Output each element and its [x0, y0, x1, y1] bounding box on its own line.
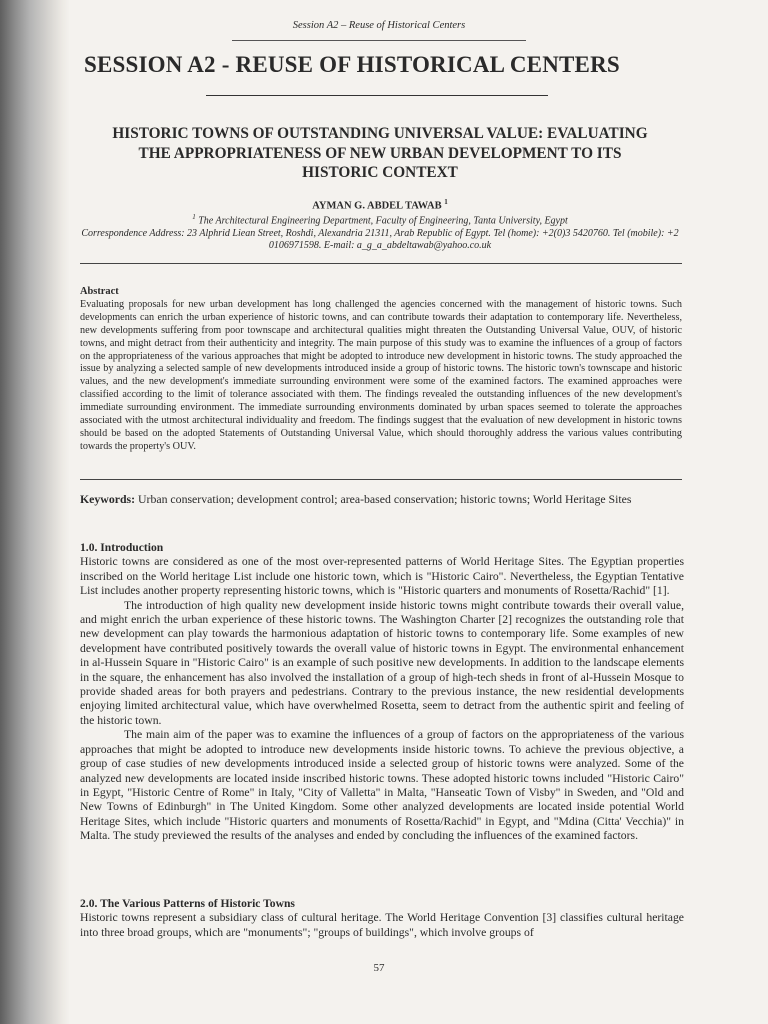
- author-line: [100, 198, 660, 212]
- affiliation: The Architectural Engineering Department, Faculty of Engineering, Tanta University, Egypt: [198, 215, 568, 227]
- running-header: Session A2 – Reuse of Historical Centers: [292, 20, 466, 31]
- affiliation-line: [80, 211, 680, 228]
- paragraph: The main aim of the paper was to examine the influences of a group of factors on the appropriateness of the various approaches that might be adopted to introduce new developments inside historic towns. To achieve the previous objective, a group of case studies of new developments introduced inside a selected group of historic towns were analyzed. Some of the analyzed new developments are located inside inscribed historic towns. These adopted historic towns included "Historic Cairo" in Egypt, "Historic Centre of Rome" in Italy, "City of Valletta" in Malta, "Hanseatic Town of Visby" in Sweden, and "Old and New Towns of Edinburgh" in The United Kingdom. Some other analyzed developments are located inside potential World Heritage Sites, which include "Historic quarters and monuments of Rosetta/Rachid" in Egypt, and "Mdina (Citta' Vecchia)" in Malta. The study previewed the results of the analyses and ended by concluding the influences of the examined factors.: [80, 728, 684, 843]
- correspondence: Correspondence Address: 23 Alphrid Liean Street, Roshdi, Alexandria 21311, Arab Republic of Egypt. Tel (home): +2(0)3 5420760. Tel (mobile): +2 0106971598. E-mail: a_g_a_abdeltawab@yahoo.co.uk: [81, 227, 679, 252]
- author-name: AYMAN G. ABDEL TAWAB: [312, 200, 442, 212]
- abstract-text: Evaluating proposals for new urban development has long challenged the agencies concerned with the management of historic towns. Such developments can enrich the urban experience of historic towns, and can contribute towards their adaptation to contemporary life. Nevertheless, new developments suffering from poor townscape and architectural qualities might threaten the Outstanding Universal Value, OUV, of historic towns, and might detract from their authenticity and integrity. The main purpose of this study was to examine the influences of a group of factors on the appropriateness of the various approaches that might be adopted to introduce new development in historic towns. The study approached the issue by analyzing a selected sample of new developments introduced inside a group of historic towns. The historic town's townscape and historic values, and the new development's immediate surrounding environment were some of the examined factors. The examined approaches were classified according to the limit of tolerance associated with them. The findings revealed the outstanding influences of the new development's immediate surrounding environment. The immediate surrounding environments dominated by urban spaces seemed to tolerate the approaches associated with the utmost architectural individuality and freedom. The findings suggest that the evaluation of new development in historic towns should be based on the adopted Statements of Outstanding Universal Value, which should thoroughly address the various values contributing towards the property's OUV.: [80, 298, 682, 452]
- section-introduction: [80, 541, 684, 844]
- title-rule: [206, 95, 548, 96]
- page-number: 57: [373, 962, 385, 974]
- keywords-text: Urban conservation; development control; area-based conservation; historic towns; World Heritage Sites: [138, 492, 632, 506]
- section-patterns: [80, 897, 684, 940]
- abstract-heading: Abstract: [80, 286, 119, 297]
- section-heading: 2.0. The Various Patterns of Historic Towns: [80, 897, 295, 910]
- paragraph: Historic towns represent a subsidiary class of cultural heritage. The World Heritage Convention [3] classifies cultural heritage into three broad groups, which are "monuments"; "groups of buildings", which involve groups of: [80, 911, 684, 939]
- abstract: [80, 286, 682, 454]
- abstract-bottom-rule: [80, 479, 682, 480]
- keywords-label: Keywords:: [80, 492, 136, 506]
- abstract-top-rule: [80, 263, 682, 264]
- affiliation-superscript: 1: [192, 213, 196, 221]
- session-title: SESSION A2 - REUSE OF HISTORICAL CENTERS: [84, 52, 620, 77]
- author-superscript: 1: [444, 198, 448, 206]
- section-heading: 1.0. Introduction: [80, 541, 164, 554]
- keywords: [80, 492, 684, 507]
- header-rule: [232, 40, 526, 41]
- paragraph: The introduction of high quality new development inside historic towns might contribute towards their overall value, and might enrich the urban experience of these historic towns. The Washington Charter [2] recognizes the outstanding role that new development can play towards the harmonious adaptation of historic towns to contemporary life. Some examples of new development have contributed positively towards the overall value of historic towns in Egypt. The environmental enhancement in al-Hussein Square in "Historic Cairo" is an example of such positive new developments. In addition to the landscape elements in the square, the enhancement has also involved the installation of a group of high-tech sheds in front of al-Hussein Mosque to provide shaded areas for both prayers and pedestrians. Contrary to the previous instance, the new residential developments enjoying limited architectural value, which have overwhelmed Rosetta, seem to detract from the authentic spirit and feeling of the historic town.: [80, 598, 684, 727]
- paragraph: Historic towns are considered as one of the most over-represented patterns of World Heritage Sites. The Egyptian properties inscribed on the World heritage List include one historic town, which is "Historic Cairo". Nevertheless, the Egyptian Tentative List includes another property representing historic towns, which is "Historic quarters and monuments of Rosetta/Rachid" [1].: [80, 555, 684, 598]
- affiliation-block: [80, 211, 680, 253]
- paper-title: HISTORIC TOWNS OF OUTSTANDING UNIVERSAL VALUE: EVALUATING THE APPROPRIATENESS OF NEW URBAN DEVELOPMENT TO ITS HISTORIC CONTEXT: [112, 125, 648, 181]
